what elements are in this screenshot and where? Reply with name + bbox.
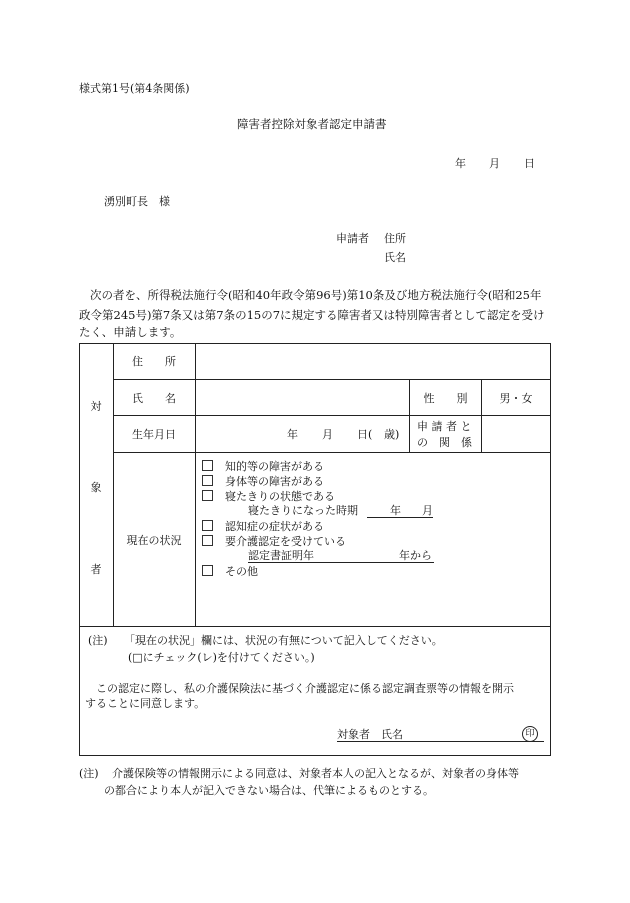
checkbox-icon[interactable]	[202, 520, 213, 531]
footer-note-line-1: 介護保険等の情報開示による同意は、対象者本人の記入となるが、対象者の身体等	[112, 767, 519, 780]
side-char-2: 象	[90, 481, 102, 494]
check-item-physical[interactable]	[202, 474, 324, 489]
check-item-other[interactable]	[202, 564, 258, 579]
relation-field[interactable]	[482, 416, 550, 452]
bedridden-month-label: 月	[422, 504, 433, 517]
note-mark: (注)	[88, 634, 108, 647]
check-item-dementia[interactable]	[202, 519, 324, 534]
check-item-care[interactable]	[202, 534, 346, 549]
birth-age-label: 歳)	[384, 428, 400, 441]
check-label: 身体等の障害がある	[225, 475, 324, 488]
checkbox-icon[interactable]	[202, 475, 213, 486]
check-label: その他	[225, 565, 258, 578]
date-month-label: 月	[489, 157, 500, 170]
consent-line-2: することに同意します。	[85, 697, 206, 710]
sex-label: 性 別	[423, 391, 468, 405]
name-label: 氏 名	[132, 391, 176, 405]
birthdate-label: 生年月日	[132, 428, 176, 441]
address-field[interactable]	[196, 344, 550, 379]
target-name-label: 対象者 氏名	[337, 728, 403, 741]
care-cert-label: 認定書証明年	[248, 549, 314, 562]
sex-options[interactable]: 男・女	[499, 391, 533, 405]
bedridden-period-label: 寝たきりになった時期	[248, 504, 358, 517]
checkbox-icon[interactable]	[202, 565, 213, 576]
check-label: 要介護認定を受けている	[225, 535, 346, 548]
address-label: 住 所	[132, 355, 176, 368]
applicant-label: 申請者	[336, 232, 369, 245]
applicant-name-label: 氏名	[384, 251, 406, 264]
checkbox-icon[interactable]	[202, 460, 213, 471]
footer-note-line-2: の都合により本人が記入できない場合は、代筆によるものとする。	[104, 784, 434, 797]
checkbox-icon[interactable]	[202, 535, 213, 546]
side-char-1: 対	[90, 400, 102, 413]
table-divider	[79, 626, 551, 627]
date-day-label: 日	[524, 157, 535, 170]
bedridden-year-label: 年	[390, 504, 401, 517]
side-char-3: 者	[90, 563, 102, 576]
birth-year-label: 年	[287, 428, 298, 441]
status-label: 現在の状況	[126, 533, 182, 547]
footer-note-mark: (注)	[79, 767, 99, 780]
seal-icon: 印	[522, 726, 538, 742]
body-line-3: たく、申請します。	[79, 325, 182, 339]
note-line-2: (□にチェック(レ)を付けてください。)	[128, 651, 315, 664]
body-line-2: 政令第245号)第7条又は第7条の15の7に規定する障害者又は特別障害者として認定を受け	[79, 308, 545, 322]
check-label: 知的等の障害がある	[225, 460, 324, 473]
form-number: 様式第1号(第4条関係)	[79, 82, 190, 95]
relation-label-line2: の 関 係	[417, 436, 472, 449]
check-item-intellectual[interactable]	[202, 459, 324, 474]
checkbox-icon[interactable]	[202, 490, 213, 501]
relation-label-line1: 申 請 者 と	[417, 420, 472, 433]
check-label: 認知症の症状がある	[225, 520, 324, 533]
birth-month-label: 月	[322, 428, 333, 441]
check-label: 寝たきりの状態である	[225, 490, 335, 503]
name-field[interactable]	[196, 380, 408, 415]
note-line-1: 「現在の状況」欄には、状況の有無について記入してください。	[124, 634, 443, 647]
check-item-bedridden[interactable]	[202, 489, 335, 504]
consent-line-1: この認定に際し、私の介護保険法に基づく介護認定に係る認定調査票等の情報を開示	[96, 682, 514, 695]
date-year-label: 年	[455, 157, 466, 170]
applicant-address-label: 住所	[384, 232, 406, 245]
target-name-field[interactable]	[337, 728, 544, 742]
care-cert-from-label: 年から	[399, 549, 432, 562]
document-title: 障害者控除対象者認定申請書	[237, 117, 387, 131]
birth-day-label: 日(	[357, 428, 373, 441]
addressee: 湧別町長 様	[104, 195, 170, 208]
body-line-1: 次の者を、所得税法施行令(昭和40年政令第96号)第10条及び地方税法施行令(昭和25年	[90, 288, 542, 302]
